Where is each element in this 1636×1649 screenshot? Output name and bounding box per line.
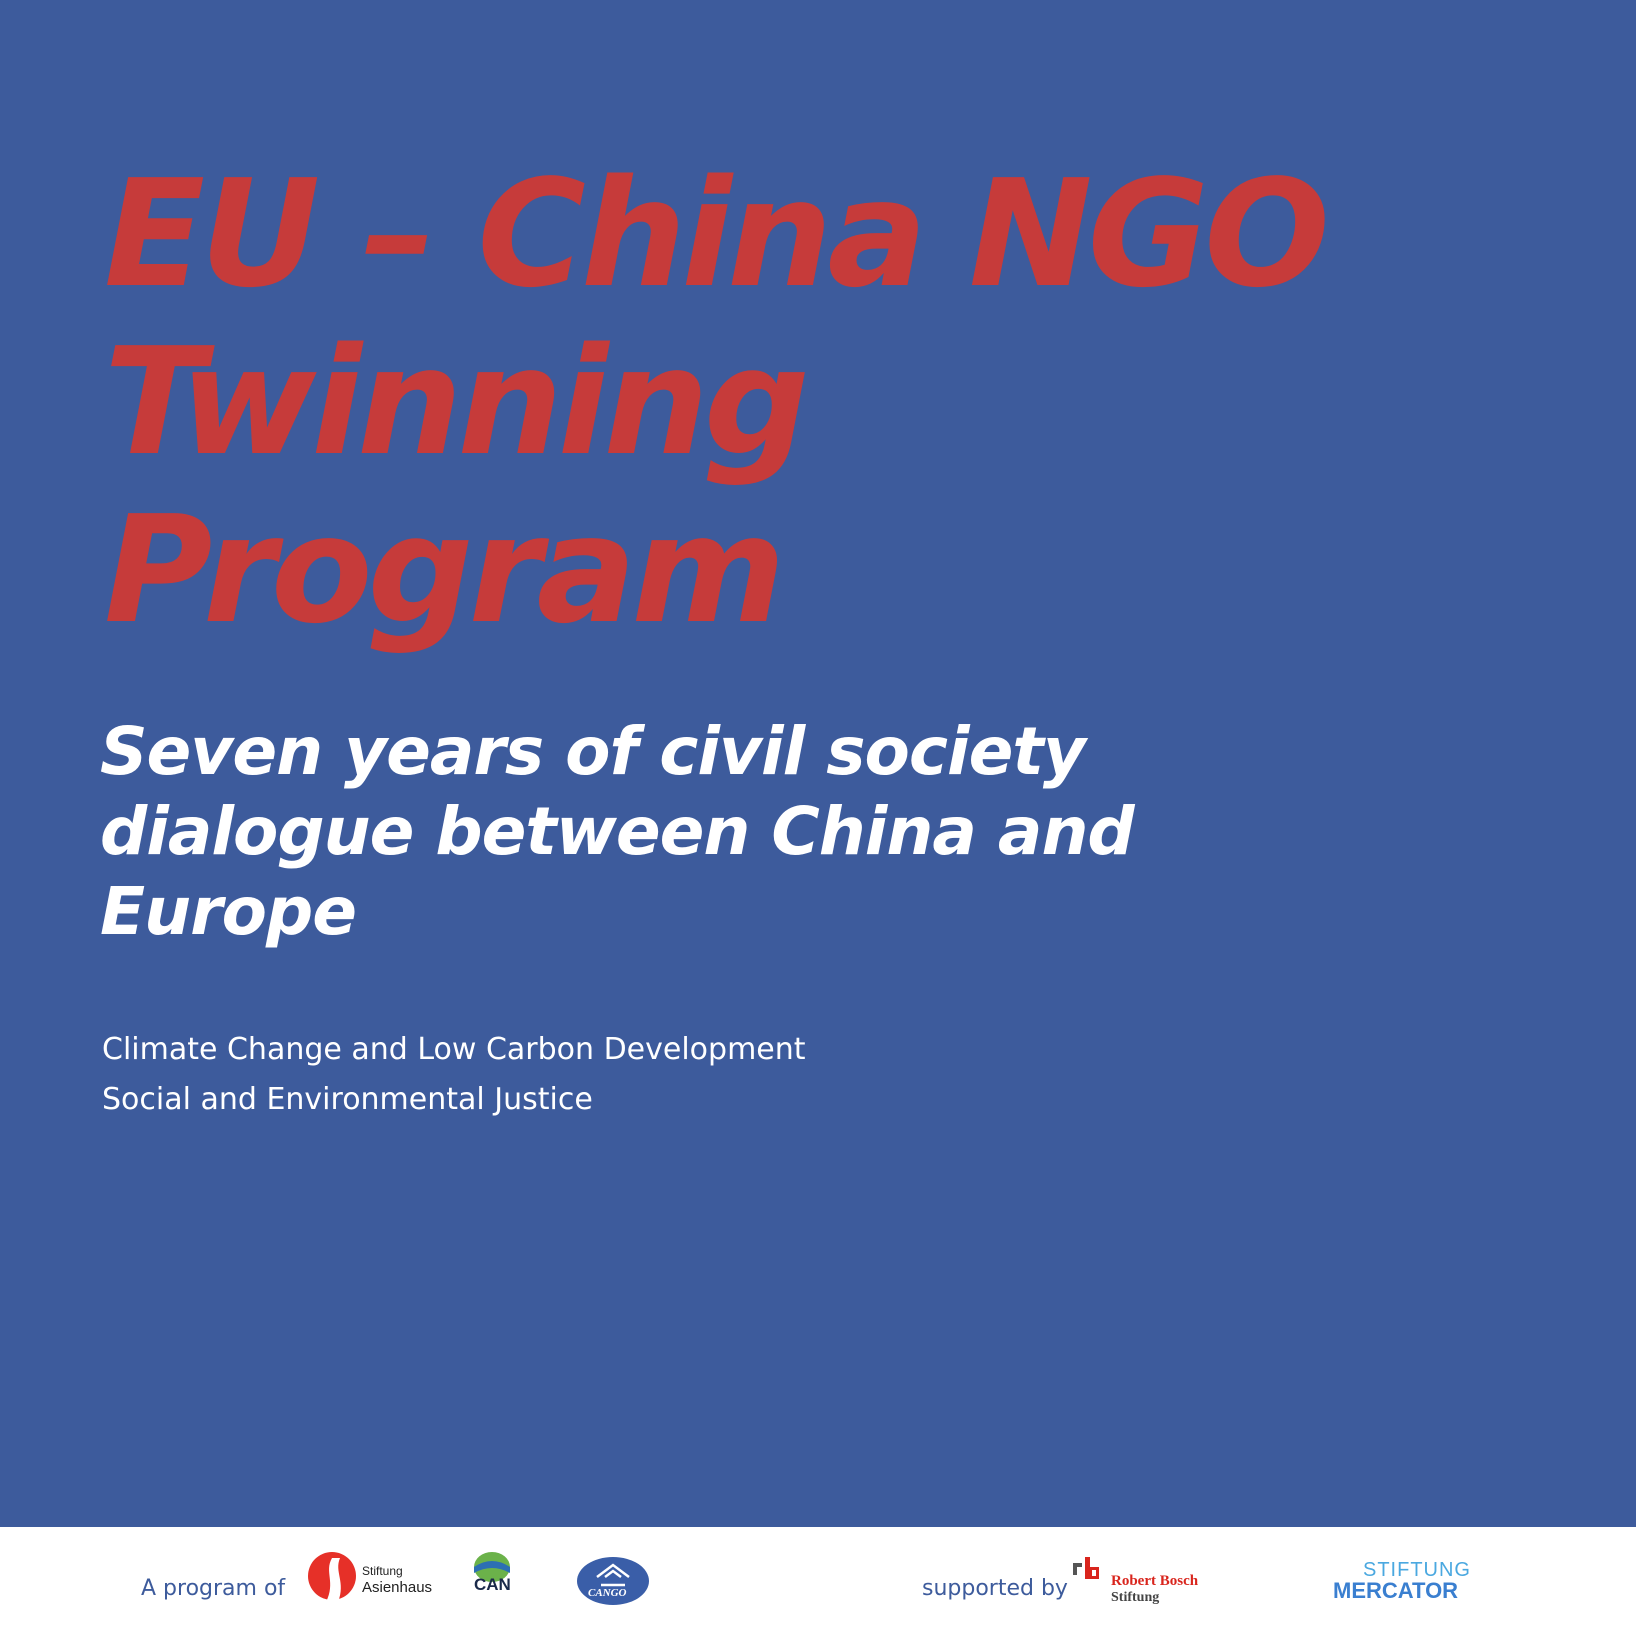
asienhaus-logo-line1: Stiftung <box>362 1564 403 1578</box>
robert-bosch-logo-line2: Stiftung <box>1111 1590 1160 1605</box>
mercator-logo-line1: STIFTUNG <box>1363 1559 1471 1581</box>
cover-subtitle-line: Europe <box>100 873 356 950</box>
program-label: A program of <box>141 1576 286 1601</box>
robert-bosch-stiftung-logo-icon <box>1073 1557 1109 1581</box>
can-europe-logo <box>466 1551 522 1609</box>
topics-list <box>102 1025 806 1125</box>
asienhaus-logo <box>306 1550 436 1606</box>
cover-title-line: EU – China NGO <box>104 148 1325 320</box>
cover-title-line: Program <box>104 484 781 656</box>
cover-subtitle-line: Seven years of civil society <box>100 713 1085 790</box>
cango-logo-text: CANGO <box>588 1587 627 1599</box>
cover-subtitle-line: dialogue between China and <box>100 793 1134 870</box>
topic-item: Climate Change and Low Carbon Development <box>102 1032 806 1067</box>
footer-logos <box>0 1527 1636 1649</box>
cover-title-line: Twinning <box>104 316 805 488</box>
mercator-logo-line2: MERCATOR <box>1333 1578 1459 1603</box>
asienhaus-logo-icon <box>306 1550 362 1606</box>
robert-bosch-logo <box>1073 1557 1223 1607</box>
topic-item: Social and Environmental Justice <box>102 1082 593 1117</box>
robert-bosch-logo-line1: Robert Bosch <box>1111 1573 1199 1589</box>
cover-subtitle <box>100 712 1134 952</box>
asienhaus-logo-line2: Asienhaus <box>362 1579 433 1596</box>
cango-logo <box>575 1555 651 1607</box>
supported-label: supported by <box>922 1576 1068 1601</box>
mercator-logo <box>1333 1559 1493 1605</box>
cango-logo-icon <box>575 1555 651 1607</box>
can-europe-logo-text: CAN <box>474 1575 511 1594</box>
cover-title <box>104 150 1325 654</box>
